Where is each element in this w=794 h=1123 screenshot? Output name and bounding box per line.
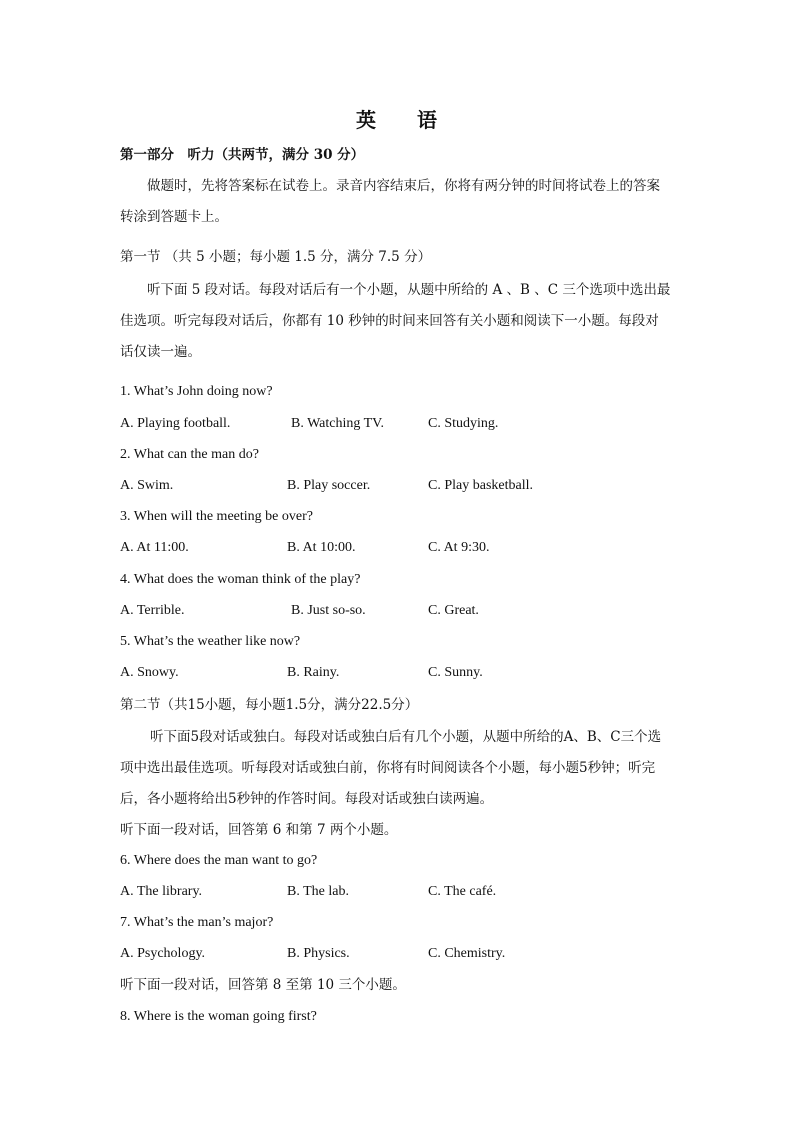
dialog1-intro: 听下面一段对话，回答第 6 和第 7 两个小题。 (120, 822, 398, 838)
section1-instruction-line1: 听下面 5 段对话。每段对话后有一个小题，从题中所给的 A 、B 、C 三个选项中选出最 (147, 282, 671, 298)
part1-instruction-line2: 转涂到答题卡上。 (120, 209, 228, 225)
question-7-option-c: C. Chemistry. (428, 946, 506, 961)
section2-heading: 第二节（共15小题，每小题1.5分，满分22.5分） (120, 697, 419, 713)
title-char-1: 英 (356, 108, 377, 132)
question-4-option-c: C. Great. (428, 603, 479, 618)
question-4-option-a: A. Terrible. (120, 603, 185, 618)
page-title (0, 104, 794, 133)
question-6-option-a: A. The library. (120, 884, 203, 899)
question-2-option-b: B. Play soccer. (287, 478, 371, 493)
section2-instruction-line1: 听下面5段对话或独白。每段对话或独白后有几个小题，从题中所给的A、B、C三个选 (150, 729, 662, 745)
question-1-option-c: C. Studying. (428, 416, 499, 431)
question-5-option-b: B. Rainy. (287, 665, 340, 680)
question-2-option-a: A. Swim. (120, 478, 174, 493)
question-7-option-a: A. Psychology. (120, 946, 206, 961)
question-3-option-a: A. At 11:00. (120, 540, 189, 555)
section1-heading: 第一节 （共 5 小题；每小题 1.5 分，满分 7.5 分） (120, 249, 432, 265)
section1-instruction-line3: 话仅读一遍。 (120, 344, 201, 360)
part1-heading: 第一部分 听力（共两节，满分 30 分） (120, 147, 365, 163)
question-3: 3. When will the meeting be over? (120, 509, 313, 524)
question-1-option-b: B. Watching TV. (291, 416, 384, 431)
question-5-option-c: C. Sunny. (428, 665, 483, 680)
dialog2-intro: 听下面一段对话，回答第 8 至第 10 三个小题。 (120, 977, 406, 993)
question-2-option-c: C. Play basketball. (428, 478, 533, 493)
section2-instruction-line2: 项中选出最佳选项。听每段对话或独白前，你将有时间阅读各个小题，每小题5秒钟；听完 (120, 760, 656, 776)
question-3-option-c: C. At 9:30. (428, 540, 490, 555)
question-6: 6. Where does the man want to go? (120, 853, 318, 868)
part1-instruction-line1: 做题时，先将答案标在试卷上。录音内容结束后，你将有两分钟的时间将试卷上的答案 (147, 178, 660, 194)
question-6-option-b: B. The lab. (287, 884, 349, 899)
question-3-option-b: B. At 10:00. (287, 540, 356, 555)
section2-instruction-line3: 后，各小题将给出5秒钟的作答时间。每段对话或独白读两遍。 (120, 791, 494, 807)
question-5-option-a: A. Snowy. (120, 665, 179, 680)
section1-instruction-line2: 佳选项。听完每段对话后，你都有 10 秒钟的时间来回答有关小题和阅读下一小题。每段对 (120, 313, 659, 329)
question-8: 8. Where is the woman going first? (120, 1009, 317, 1024)
question-4-option-b: B. Just so-so. (291, 603, 366, 618)
question-2: 2. What can the man do? (120, 447, 259, 462)
question-5: 5. What’s the weather like now? (120, 634, 301, 649)
question-4: 4. What does the woman think of the play? (120, 572, 361, 587)
question-6-option-c: C. The café. (428, 884, 497, 899)
question-7: 7. What’s the man’s major? (120, 915, 274, 930)
question-1-option-a: A. Playing football. (120, 416, 231, 431)
title-char-2: 语 (417, 108, 438, 132)
question-1: 1. What’s John doing now? (120, 384, 273, 399)
question-7-option-b: B. Physics. (287, 946, 350, 961)
